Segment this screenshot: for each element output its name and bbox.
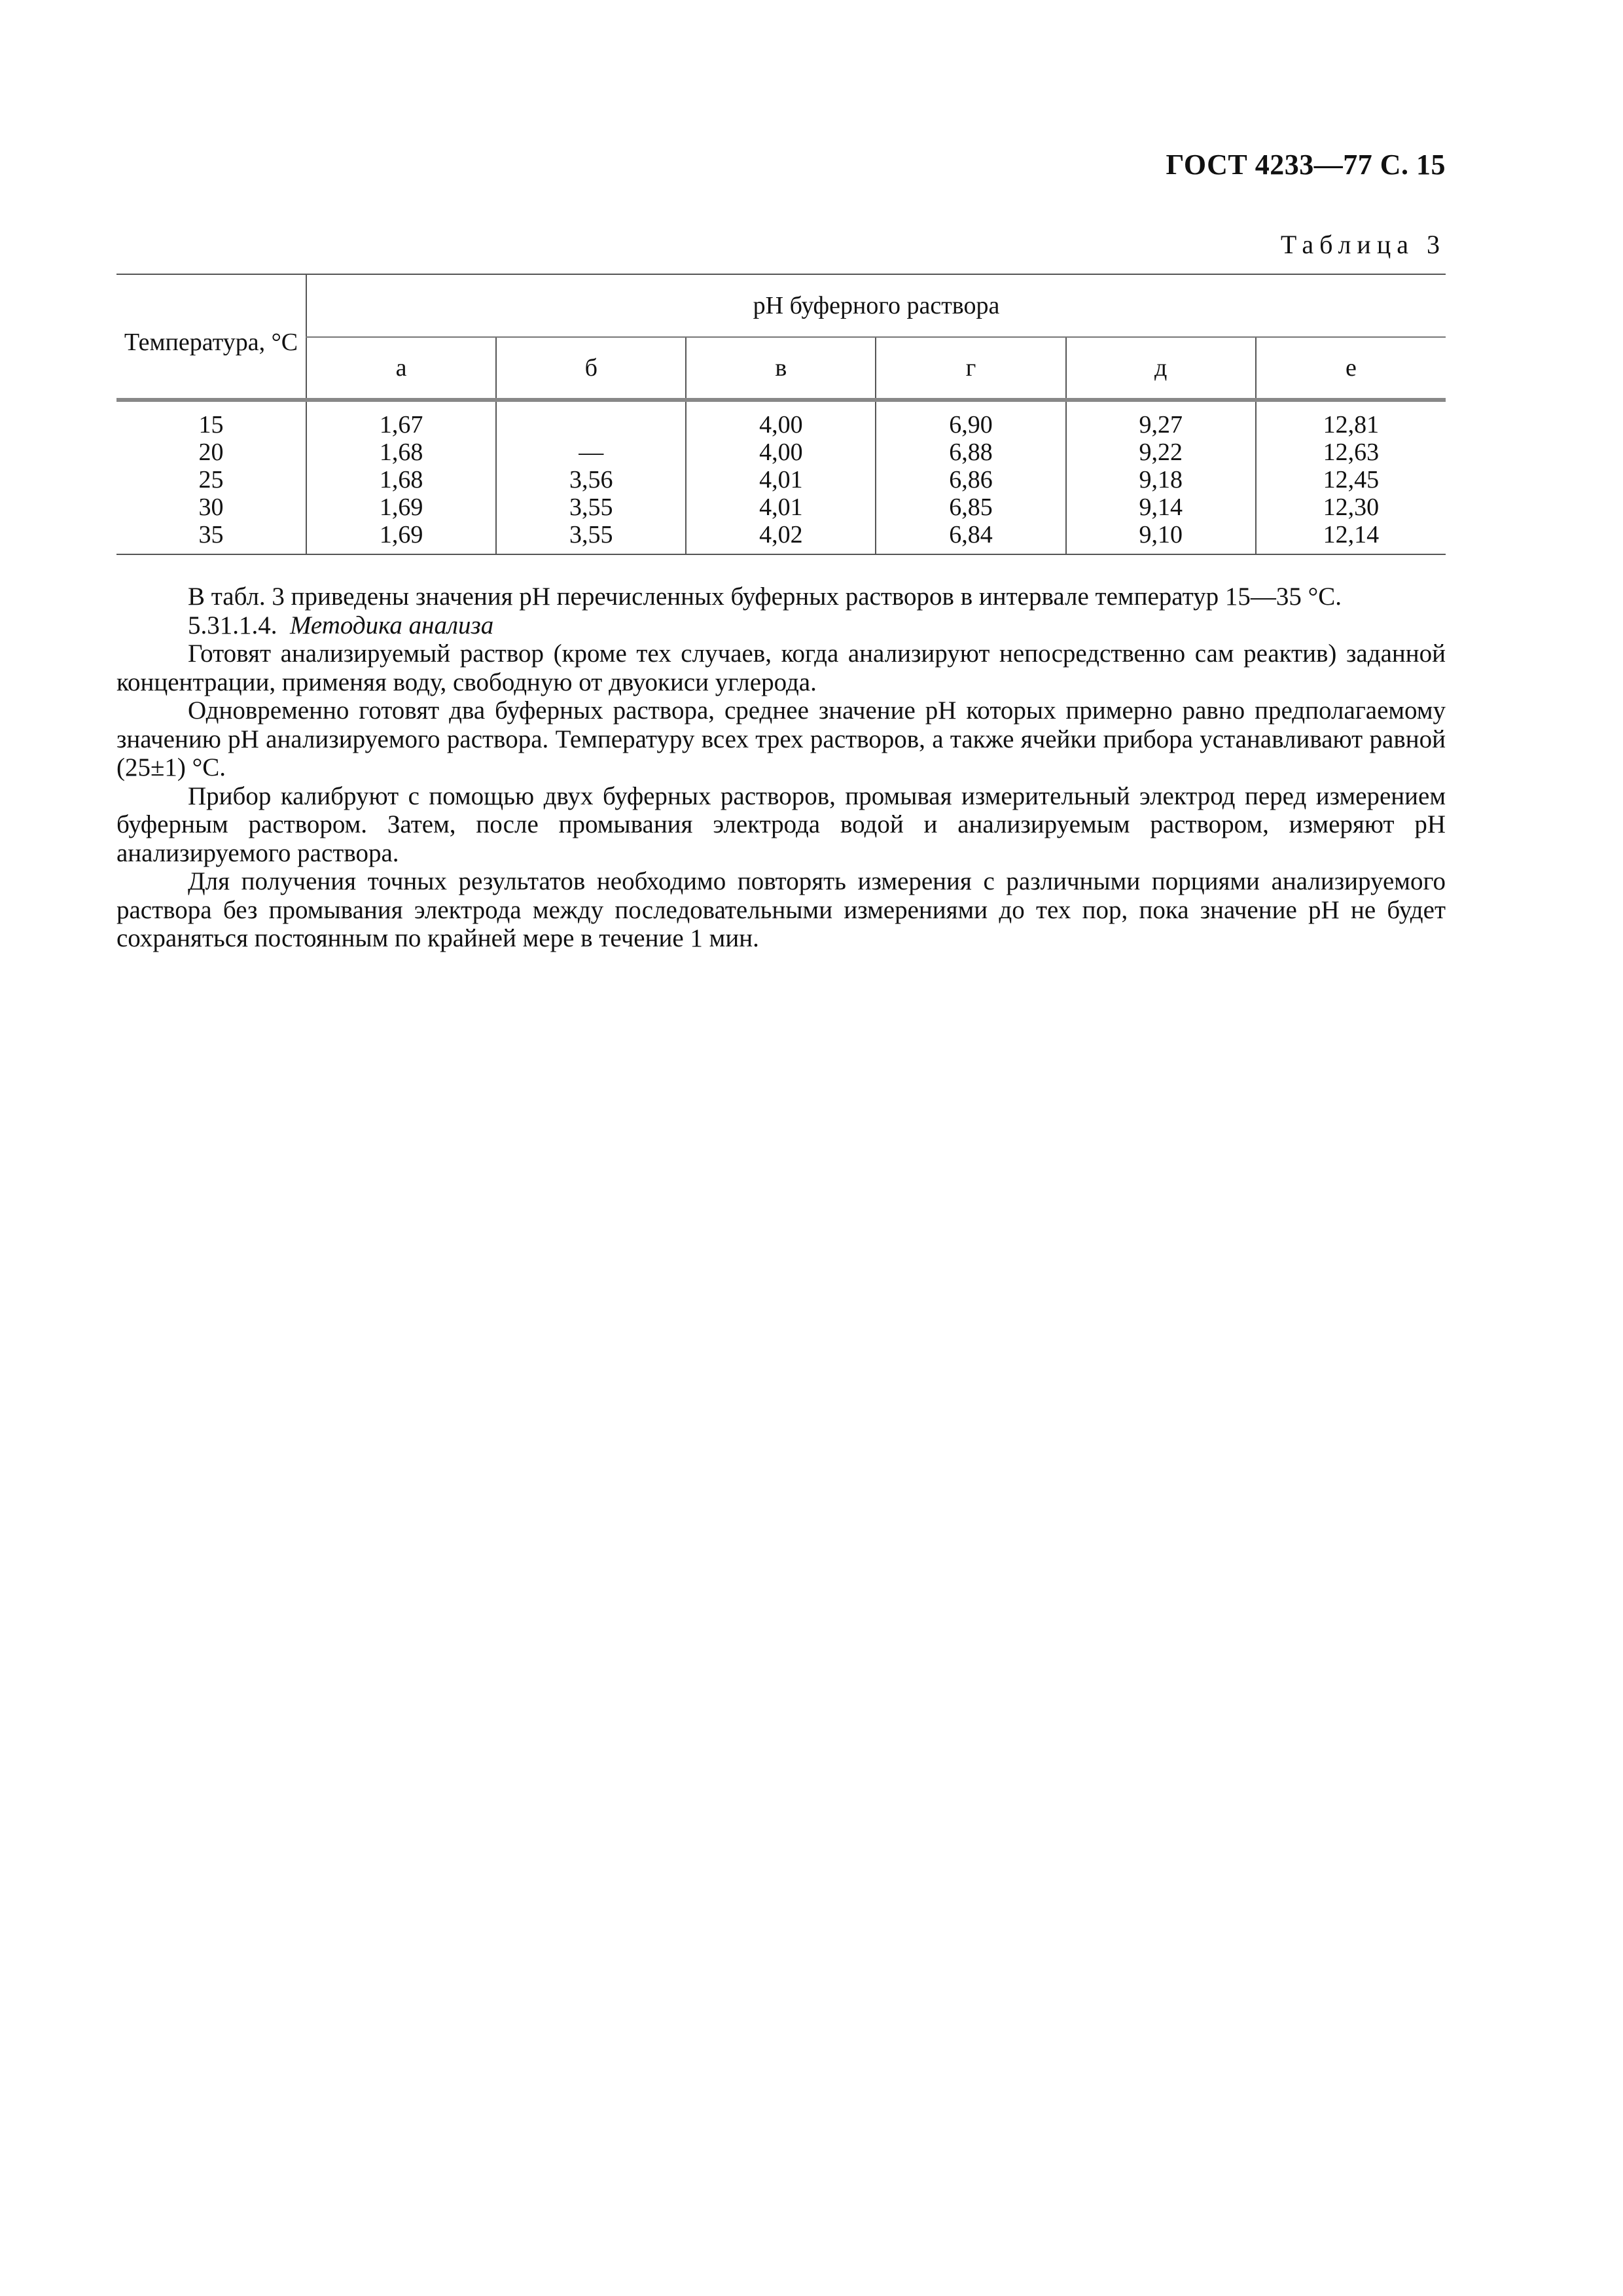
temperature-cell: 35 xyxy=(116,521,306,554)
table-row xyxy=(116,466,1446,493)
temperature-cell: 25 xyxy=(198,466,224,493)
ph-table-container xyxy=(116,274,1446,555)
paragraph: Прибор калибруют с помощью двух буферных растворов, промывая измерительный электрод перед измерением буферным раствором. Затем, после промывания электрода водой и анализируемым раствором, измеряют рН анализируемого раствора. xyxy=(116,781,1446,867)
table-cell: 1,68 xyxy=(306,466,496,493)
table-cell: 9,10 xyxy=(1066,521,1256,554)
table-cell: 4,01 xyxy=(686,466,876,493)
paragraph: Для получения точных результатов необходимо повторять измерения с различными порциями анализируемого раствора без промывания электрода между последовательными измерениями до тех пор, пока значение рН не будет сохраняться постоянным по крайней мере в течение 1 мин. xyxy=(116,867,1446,952)
column-header-a: а xyxy=(306,337,496,400)
table-cell: 9,22 xyxy=(1066,439,1256,466)
temperature-cell: 30 xyxy=(198,493,224,521)
table-row xyxy=(116,493,1446,521)
table-cell: 4,00 xyxy=(686,439,876,466)
temperature-cell: 20 xyxy=(198,439,224,466)
column-header-g: г xyxy=(876,337,1065,400)
table-cell: 6,88 xyxy=(876,439,1065,466)
section-title: Методика анализа xyxy=(290,611,494,639)
table-cell: 12,14 xyxy=(1256,521,1446,554)
temperature-header: Температура, °С xyxy=(116,274,306,400)
table-cell: 9,27 xyxy=(1066,400,1256,439)
table-cell: 12,63 xyxy=(1256,439,1446,466)
table-row xyxy=(116,439,1446,466)
table-cell: 9,14 xyxy=(1066,493,1256,521)
column-header-v: в xyxy=(686,337,876,400)
ph-group-header: рН буферного раствора xyxy=(306,274,1446,337)
table-cell: 6,86 xyxy=(876,466,1065,493)
table-cell: 3,56 xyxy=(496,466,686,493)
table-body xyxy=(116,400,1446,554)
column-header-b: б xyxy=(496,337,686,400)
column-header-d: д xyxy=(1066,337,1256,400)
table-cell: 12,81 xyxy=(1256,400,1446,439)
table-row xyxy=(116,521,1446,554)
column-header-e: е xyxy=(1256,337,1446,400)
table-cell xyxy=(496,400,686,439)
table-row xyxy=(116,400,1446,439)
table-cell: 12,30 xyxy=(1256,493,1446,521)
table-cell: — xyxy=(496,439,686,466)
table-cell: 6,85 xyxy=(876,493,1065,521)
table-cell: 6,90 xyxy=(876,400,1065,439)
table-cell: 9,18 xyxy=(1066,466,1256,493)
table-cell: 1,69 xyxy=(306,493,496,521)
table-cell: 6,84 xyxy=(876,521,1065,554)
table-cell: 3,55 xyxy=(496,493,686,521)
table-cell: 4,00 xyxy=(686,400,876,439)
table-cell: 4,01 xyxy=(686,493,876,521)
section-number: 5.31.1.4. xyxy=(188,611,277,639)
table-caption: Таблица 3 xyxy=(1280,230,1446,259)
temperature-cell: 15 xyxy=(198,411,224,439)
paragraph-table-note: В табл. 3 приведены значения рН перечисленных буферных растворов в интервале температур 15—35 °С. xyxy=(188,583,1342,611)
ph-buffer-table xyxy=(116,274,1446,555)
table-cell: 4,02 xyxy=(686,521,876,554)
table-cell: 1,67 xyxy=(306,400,496,439)
paragraph: Готовят анализируемый раствор (кроме тех случаев, когда анализируют непосредственно сам реактив) заданной концентрации, применяя воду, свободную от двуокиси углерода. xyxy=(116,639,1446,696)
table-cell: 3,55 xyxy=(496,521,686,554)
paragraph: Одновременно готовят два буферных раствора, среднее значение рН которых примерно равно предполагаемому значению рН анализируемого раствора. Температуру всех трех растворов, а также ячейки прибора устанавливают равной (25±1) °С. xyxy=(116,696,1446,781)
table-cell: 1,69 xyxy=(306,521,496,554)
page-header: ГОСТ 4233—77 С. 15 xyxy=(1166,149,1446,181)
table-cell: 1,68 xyxy=(306,439,496,466)
body-text xyxy=(116,583,1446,953)
table-cell: 12,45 xyxy=(1256,466,1446,493)
section-heading xyxy=(116,611,1446,640)
